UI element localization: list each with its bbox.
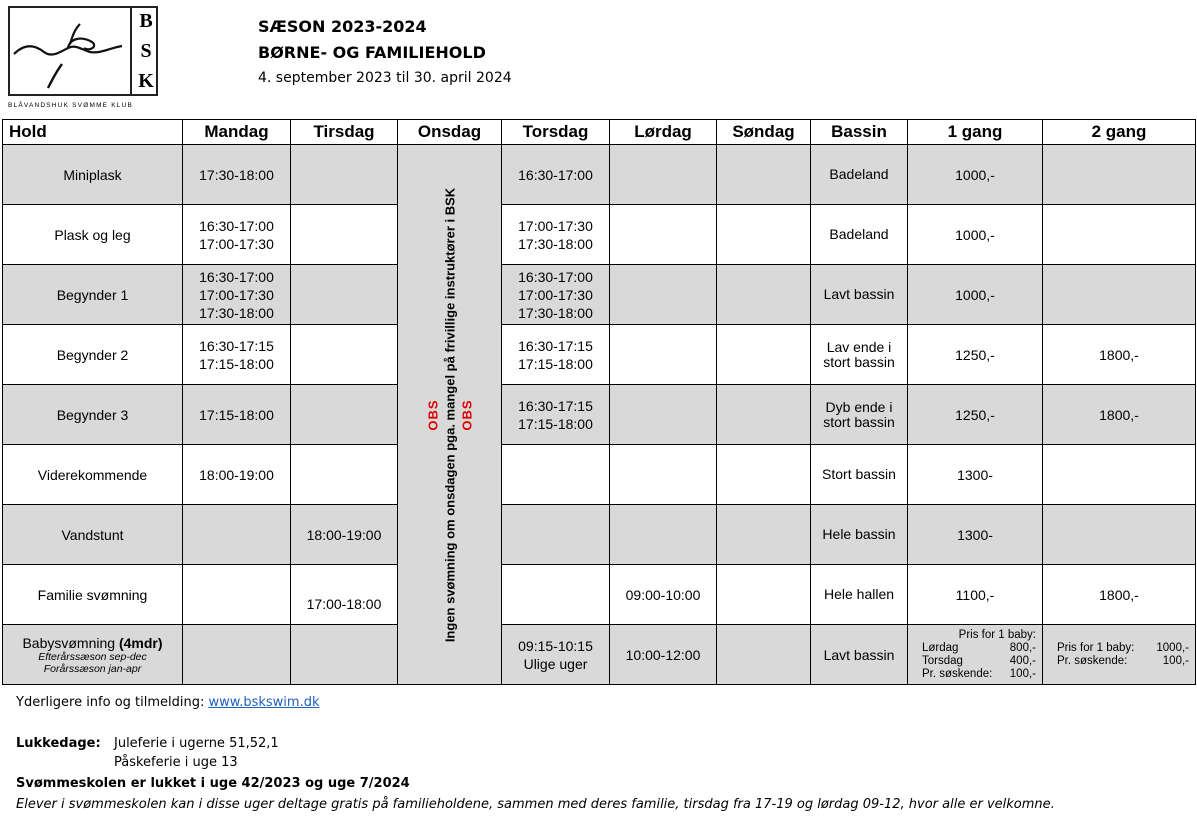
bassin-text: Hele bassin bbox=[822, 526, 896, 542]
tirsdag-cell bbox=[291, 505, 398, 565]
price-value: 100,- bbox=[1009, 667, 1036, 680]
bassin-cell: Lavt bassin bbox=[811, 625, 908, 685]
mandag-cell bbox=[183, 385, 291, 445]
hold-cell: Plask og leg bbox=[3, 205, 183, 265]
lordag-cell bbox=[610, 625, 717, 685]
price-value: 100,- bbox=[1162, 654, 1189, 667]
price-1-gang-cell: 1250,- bbox=[908, 385, 1043, 445]
info-line bbox=[16, 695, 320, 710]
baby-price-row bbox=[1057, 655, 1189, 668]
price-label: Torsdag bbox=[922, 654, 963, 667]
tirsdag-cell bbox=[291, 565, 398, 625]
time-slot: 17:00-18:00 bbox=[306, 595, 382, 612]
table-row bbox=[3, 505, 1196, 565]
price-1-gang-cell: 1000,- bbox=[908, 265, 1043, 325]
col-header-bassin: Bassin bbox=[811, 120, 908, 145]
club-logo bbox=[8, 6, 160, 116]
bassin-text: Dyb ende i bbox=[825, 398, 893, 415]
sondag-cell bbox=[717, 205, 811, 265]
sondag-cell bbox=[717, 505, 811, 565]
tirsdag-cell bbox=[291, 625, 398, 685]
time-slot: 18:00-19:00 bbox=[306, 526, 382, 543]
time-slot: 17:00-17:30 bbox=[199, 286, 274, 303]
time-slot: 17:00-17:30 bbox=[518, 217, 593, 234]
price-1-gang-cell: 1300- bbox=[908, 445, 1043, 505]
tirsdag-cell bbox=[291, 445, 398, 505]
torsdag-cell bbox=[502, 265, 610, 325]
price-2-gang-cell: 1800,- bbox=[1043, 325, 1196, 385]
time-slot: 18:00-19:00 bbox=[199, 466, 274, 483]
mandag-cell bbox=[183, 205, 291, 265]
lukkedage-block bbox=[16, 736, 279, 751]
bassin-text: Lav ende i bbox=[826, 338, 892, 355]
hold-cell: Begynder 3 bbox=[3, 385, 183, 445]
bassin-text: stort bassin bbox=[823, 413, 895, 430]
lukkedage-christmas: Juleferie i ugerne 51,52,1 bbox=[114, 736, 279, 751]
col-header-tirsdag: Tirsdag bbox=[291, 120, 398, 145]
time-slot: 09:00-10:00 bbox=[625, 586, 701, 603]
price-value: 400,- bbox=[1009, 654, 1036, 667]
torsdag-cell bbox=[502, 205, 610, 265]
closed-weeks-notice: Svømmeskolen er lukket i uge 42/2023 og uge 7/2024 bbox=[16, 776, 410, 791]
sondag-cell bbox=[717, 385, 811, 445]
lordag-cell bbox=[610, 565, 717, 625]
bassin-cell bbox=[811, 385, 908, 445]
website-link[interactable]: www.bskswim.dk bbox=[208, 695, 320, 710]
swimmer-icon bbox=[10, 8, 126, 94]
lordag-cell bbox=[610, 325, 717, 385]
season-dates: 4. september 2023 til 30. april 2024 bbox=[258, 70, 512, 86]
price-2-gang-cell bbox=[1043, 505, 1196, 565]
baby-hold-age: (4mdr) bbox=[118, 634, 163, 651]
torsdag-cell bbox=[502, 625, 610, 685]
col-header-mandag: Mandag bbox=[183, 120, 291, 145]
time-slot: 17:00-17:30 bbox=[199, 235, 274, 252]
mandag-cell bbox=[183, 325, 291, 385]
col-header-1-gang: 1 gang bbox=[908, 120, 1043, 145]
torsdag-cell bbox=[502, 565, 610, 625]
lukkedage-label: Lukkedage: bbox=[16, 736, 101, 751]
tirsdag-cell bbox=[291, 205, 398, 265]
col-header-lordag: Lørdag bbox=[610, 120, 717, 145]
baby-price-row bbox=[922, 642, 1036, 655]
table-row bbox=[3, 445, 1196, 505]
price-2-gang-cell-baby bbox=[1043, 625, 1196, 685]
price-1-gang-cell: 1100,- bbox=[908, 565, 1043, 625]
price-label: Pris for 1 baby: bbox=[1057, 641, 1135, 654]
baby-hold-name: Babysvømning bbox=[22, 634, 116, 651]
time-slot: 17:30-18:00 bbox=[518, 304, 593, 321]
sondag-cell bbox=[717, 445, 811, 505]
price-label: Lørdag bbox=[922, 641, 959, 654]
page-heading bbox=[258, 14, 512, 90]
obs-label-right: OBS bbox=[459, 398, 474, 431]
bassin-text: Badeland bbox=[829, 226, 889, 242]
lordag-cell bbox=[610, 385, 717, 445]
onsdag-notice bbox=[424, 187, 475, 641]
table-row bbox=[3, 205, 1196, 265]
lordag-cell bbox=[610, 445, 717, 505]
price-1-gang-cell: 1000,- bbox=[908, 205, 1043, 265]
time-slot: 16:30-17:15 bbox=[199, 337, 274, 354]
baby-season-spring: Forårssæson jan-apr bbox=[43, 662, 142, 675]
price-2-gang-cell: 1800,- bbox=[1043, 385, 1196, 445]
schedule-table bbox=[2, 119, 1196, 685]
mandag-cell bbox=[183, 145, 291, 205]
table-row bbox=[3, 565, 1196, 625]
lukkedage-easter: Påskeferie i uge 13 bbox=[114, 755, 238, 770]
bassin-cell bbox=[811, 565, 908, 625]
sondag-cell bbox=[717, 565, 811, 625]
torsdag-cell bbox=[502, 505, 610, 565]
sondag-cell bbox=[717, 265, 811, 325]
table-row bbox=[3, 265, 1196, 325]
bassin-cell bbox=[811, 145, 908, 205]
price-value: 800,- bbox=[1009, 641, 1036, 654]
logo-letter-b: B bbox=[139, 9, 153, 32]
bassin-cell bbox=[811, 445, 908, 505]
time-slot: 09:15-10:15 bbox=[518, 637, 593, 654]
family-note: Elever i svømmeskolen kan i disse uger deltage gratis på familieholdene, sammen med deres familie, tirsdag fra 17-19 og lørdag 09-12, hvor alle er velkomne. bbox=[16, 797, 1055, 812]
col-header-2-gang: 2 gang bbox=[1043, 120, 1196, 145]
bassin-text: Lavt bassin bbox=[823, 286, 895, 302]
logo-letters bbox=[130, 6, 160, 96]
price-2-gang-cell bbox=[1043, 265, 1196, 325]
time-slot: 16:30-17:00 bbox=[518, 268, 593, 285]
col-header-sondag: Søndag bbox=[717, 120, 811, 145]
logo-letter-k: K bbox=[138, 69, 154, 92]
onsdag-cancelled-cell bbox=[398, 145, 502, 685]
price-2-gang-cell bbox=[1043, 205, 1196, 265]
table-header-row bbox=[3, 120, 1196, 145]
baby-season-autumn: Efterårssæson sep-dec bbox=[38, 650, 147, 663]
tirsdag-cell bbox=[291, 325, 398, 385]
tirsdag-cell bbox=[291, 385, 398, 445]
time-slot: 17:30-18:00 bbox=[518, 235, 593, 252]
table-row bbox=[3, 385, 1196, 445]
bassin-cell bbox=[811, 505, 908, 565]
baby-price-title: Pris for 1 baby: bbox=[958, 628, 1036, 641]
price-1-gang-cell: 1250,- bbox=[908, 325, 1043, 385]
time-slot: 17:15-18:00 bbox=[199, 406, 274, 423]
mandag-cell bbox=[183, 625, 291, 685]
lordag-cell bbox=[610, 265, 717, 325]
tirsdag-cell bbox=[291, 145, 398, 205]
time-slot: 10:00-12:00 bbox=[625, 646, 701, 663]
torsdag-cell bbox=[502, 145, 610, 205]
hold-cell: Begynder 1 bbox=[3, 265, 183, 325]
col-header-hold: Hold bbox=[3, 120, 183, 145]
time-slot: 16:30-17:15 bbox=[518, 397, 593, 414]
time-slot: 16:30-17:00 bbox=[518, 166, 593, 183]
torsdag-cell bbox=[502, 385, 610, 445]
price-1-gang-cell: 1000,- bbox=[908, 145, 1043, 205]
bassin-cell bbox=[811, 325, 908, 385]
sondag-cell bbox=[717, 625, 811, 685]
bassin-text: Badeland bbox=[829, 166, 889, 182]
mandag-cell bbox=[183, 505, 291, 565]
time-slot: 17:30-18:00 bbox=[199, 304, 274, 321]
baby-price-row bbox=[922, 655, 1036, 668]
hold-cell: Familie svømning bbox=[3, 565, 183, 625]
time-slot: 17:15-18:00 bbox=[199, 355, 274, 372]
info-prefix: Yderligere info og tilmelding: bbox=[16, 695, 209, 710]
lordag-cell bbox=[610, 145, 717, 205]
hold-cell: Miniplask bbox=[3, 145, 183, 205]
season-title: SÆSON 2023-2024 bbox=[258, 17, 427, 36]
bassin-cell bbox=[811, 205, 908, 265]
price-1-gang-cell-baby bbox=[908, 625, 1043, 685]
torsdag-cell bbox=[502, 325, 610, 385]
hold-cell: Vandstunt bbox=[3, 505, 183, 565]
price-label: Pr. søskende: bbox=[922, 667, 993, 680]
sondag-cell bbox=[717, 145, 811, 205]
time-slot: Ulige uger bbox=[523, 655, 588, 672]
baby-price-row bbox=[1057, 642, 1189, 655]
time-slot: 16:30-17:00 bbox=[199, 268, 274, 285]
lordag-cell bbox=[610, 505, 717, 565]
col-header-onsdag: Onsdag bbox=[398, 120, 502, 145]
tirsdag-cell bbox=[291, 265, 398, 325]
torsdag-cell bbox=[502, 445, 610, 505]
logo-letter-s: S bbox=[140, 39, 152, 62]
time-slot: 16:30-17:00 bbox=[199, 217, 274, 234]
table-row-baby bbox=[3, 625, 1196, 685]
mandag-cell bbox=[183, 265, 291, 325]
price-2-gang-cell bbox=[1043, 145, 1196, 205]
price-1-gang-cell: 1300- bbox=[908, 505, 1043, 565]
bassin-text: Hele hallen bbox=[823, 586, 895, 602]
lordag-cell bbox=[610, 205, 717, 265]
onsdag-notice-text: Ingen svømning om onsdagen pga. mangel på frivillige instruktører i BSK bbox=[442, 187, 457, 642]
bassin-cell bbox=[811, 265, 908, 325]
program-title: BØRNE- OG FAMILIEHOLD bbox=[258, 43, 486, 62]
mandag-cell bbox=[183, 565, 291, 625]
hold-cell: Viderekommende bbox=[3, 445, 183, 505]
time-slot: 17:15-18:00 bbox=[518, 415, 593, 432]
bassin-text: stort bassin bbox=[823, 353, 895, 370]
baby-price-row bbox=[922, 668, 1036, 681]
price-2-gang-cell bbox=[1043, 445, 1196, 505]
price-label: Pr. søskende: bbox=[1057, 654, 1128, 667]
time-slot: 16:30-17:15 bbox=[518, 337, 593, 354]
time-slot: 17:30-18:00 bbox=[199, 166, 274, 183]
table-row bbox=[3, 145, 1196, 205]
hold-cell: Begynder 2 bbox=[3, 325, 183, 385]
mandag-cell bbox=[183, 445, 291, 505]
table-row bbox=[3, 325, 1196, 385]
hold-cell-baby bbox=[3, 625, 183, 685]
col-header-torsdag: Torsdag bbox=[502, 120, 610, 145]
time-slot: 17:00-17:30 bbox=[518, 286, 593, 303]
time-slot: 17:15-18:00 bbox=[518, 355, 593, 372]
sondag-cell bbox=[717, 325, 811, 385]
price-2-gang-cell: 1800,- bbox=[1043, 565, 1196, 625]
logo-caption: BLÅVANDSHUK SVØMME KLUB bbox=[8, 102, 134, 109]
price-value: 1000,- bbox=[1156, 641, 1189, 654]
obs-label-left: OBS bbox=[425, 398, 440, 431]
bassin-text: Stort bassin bbox=[822, 466, 896, 482]
